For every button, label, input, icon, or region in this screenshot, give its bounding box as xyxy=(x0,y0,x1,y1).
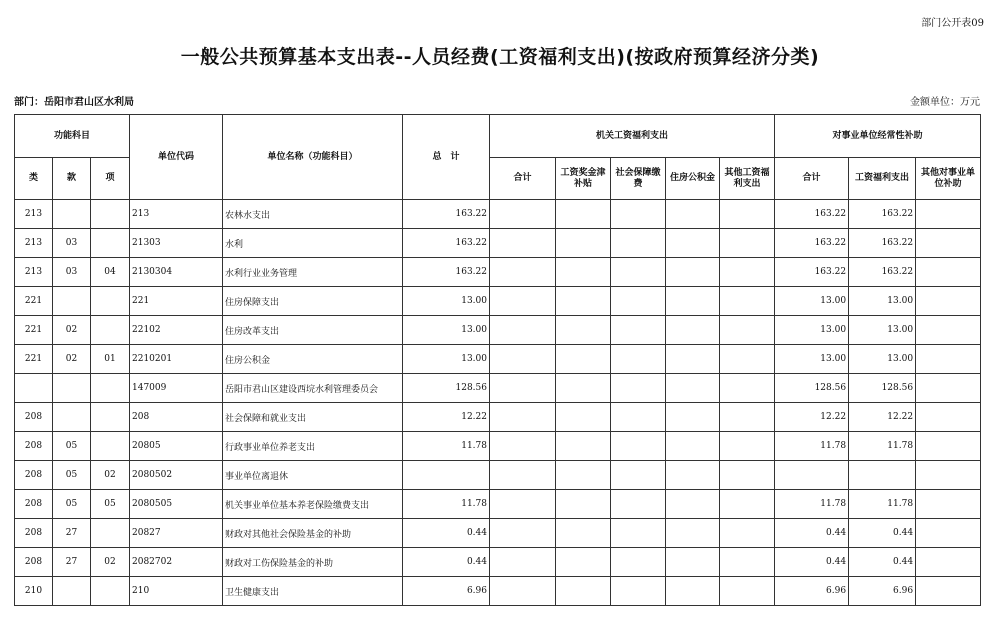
cell-org-subtotal xyxy=(490,432,556,461)
header-inst-group: 对事业单位经常性补助 xyxy=(775,115,981,158)
cell-inst-welfare: 6.96 xyxy=(849,577,916,606)
cell-unit-name: 住房保障支出 xyxy=(223,287,403,316)
table-row xyxy=(15,577,981,606)
budget-table xyxy=(14,114,981,606)
cell-inst-other xyxy=(916,200,981,229)
cell-xiang: 01 xyxy=(91,345,130,374)
cell-xiang xyxy=(91,229,130,258)
cell-org-other xyxy=(720,200,775,229)
cell-inst-other xyxy=(916,519,981,548)
cell-unit-name: 水利 xyxy=(223,229,403,258)
cell-unit-code: 22102 xyxy=(130,316,223,345)
form-number: 部门公开表09 xyxy=(921,18,984,29)
cell-total: 163.22 xyxy=(403,229,490,258)
cell-org-other xyxy=(720,374,775,403)
cell-unit-code: 2080502 xyxy=(130,461,223,490)
cell-inst-subtotal: 11.78 xyxy=(775,432,849,461)
cell-org-social xyxy=(611,200,666,229)
cell-lei: 208 xyxy=(15,548,53,577)
cell-unit-name: 事业单位离退休 xyxy=(223,461,403,490)
cell-inst-other xyxy=(916,548,981,577)
cell-org-bonus xyxy=(556,200,611,229)
cell-xiang xyxy=(91,432,130,461)
cell-org-housing xyxy=(666,374,720,403)
cell-inst-welfare: 0.44 xyxy=(849,519,916,548)
cell-unit-code: 221 xyxy=(130,287,223,316)
cell-inst-other xyxy=(916,374,981,403)
cell-unit-name: 岳阳市君山区建设西垸水利管理委员会 xyxy=(223,374,403,403)
cell-unit-name: 卫生健康支出 xyxy=(223,577,403,606)
cell-org-housing xyxy=(666,258,720,287)
cell-kuan xyxy=(53,374,91,403)
header-inst-subtotal: 合计 xyxy=(775,158,849,200)
cell-unit-code: 2080505 xyxy=(130,490,223,519)
table-body xyxy=(15,200,981,606)
cell-org-bonus xyxy=(556,432,611,461)
cell-kuan: 27 xyxy=(53,548,91,577)
cell-inst-other xyxy=(916,461,981,490)
table-row xyxy=(15,548,981,577)
cell-inst-other xyxy=(916,345,981,374)
cell-inst-other xyxy=(916,229,981,258)
cell-org-social xyxy=(611,461,666,490)
header-org-group: 机关工资福利支出 xyxy=(490,115,775,158)
cell-inst-welfare: 163.22 xyxy=(849,229,916,258)
cell-inst-subtotal: 12.22 xyxy=(775,403,849,432)
cell-org-social xyxy=(611,258,666,287)
cell-unit-name: 水利行业业务管理 xyxy=(223,258,403,287)
cell-org-social xyxy=(611,287,666,316)
cell-org-bonus xyxy=(556,316,611,345)
cell-org-other xyxy=(720,577,775,606)
header-unit-code: 单位代码 xyxy=(130,115,223,200)
cell-org-housing xyxy=(666,316,720,345)
cell-xiang xyxy=(91,577,130,606)
cell-unit-name: 机关事业单位基本养老保险缴费支出 xyxy=(223,490,403,519)
cell-inst-welfare: 128.56 xyxy=(849,374,916,403)
cell-org-housing xyxy=(666,287,720,316)
cell-org-social xyxy=(611,316,666,345)
cell-inst-welfare: 0.44 xyxy=(849,548,916,577)
cell-unit-code: 2082702 xyxy=(130,548,223,577)
cell-total: 163.22 xyxy=(403,258,490,287)
cell-inst-welfare: 11.78 xyxy=(849,432,916,461)
cell-inst-subtotal: 11.78 xyxy=(775,490,849,519)
cell-inst-welfare: 163.22 xyxy=(849,200,916,229)
cell-org-bonus xyxy=(556,548,611,577)
amount-unit-label: 金额单位：万元 xyxy=(910,97,980,108)
cell-org-subtotal xyxy=(490,548,556,577)
cell-org-bonus xyxy=(556,287,611,316)
cell-org-other xyxy=(720,461,775,490)
cell-total: 0.44 xyxy=(403,548,490,577)
cell-inst-subtotal: 6.96 xyxy=(775,577,849,606)
cell-org-subtotal xyxy=(490,345,556,374)
cell-inst-other xyxy=(916,432,981,461)
cell-org-housing xyxy=(666,490,720,519)
cell-org-social xyxy=(611,229,666,258)
table-row xyxy=(15,432,981,461)
cell-unit-code: 20805 xyxy=(130,432,223,461)
cell-kuan: 03 xyxy=(53,258,91,287)
cell-kuan: 02 xyxy=(53,345,91,374)
cell-org-subtotal xyxy=(490,316,556,345)
cell-kuan: 05 xyxy=(53,432,91,461)
cell-org-social xyxy=(611,519,666,548)
cell-kuan: 05 xyxy=(53,490,91,519)
cell-inst-welfare: 163.22 xyxy=(849,258,916,287)
header-unit-name: 单位名称（功能科目） xyxy=(223,115,403,200)
table-row xyxy=(15,461,981,490)
cell-inst-subtotal: 13.00 xyxy=(775,287,849,316)
cell-lei: 213 xyxy=(15,258,53,287)
cell-inst-welfare: 12.22 xyxy=(849,403,916,432)
cell-inst-subtotal: 163.22 xyxy=(775,229,849,258)
cell-unit-name: 财政对工伤保险基金的补助 xyxy=(223,548,403,577)
cell-lei: 208 xyxy=(15,519,53,548)
cell-kuan xyxy=(53,403,91,432)
cell-xiang: 02 xyxy=(91,461,130,490)
cell-org-subtotal xyxy=(490,374,556,403)
cell-org-other xyxy=(720,258,775,287)
page-title: 一般公共预算基本支出表--人员经费(工资福利支出)(按政府预算经济分类) xyxy=(180,46,820,68)
cell-xiang xyxy=(91,287,130,316)
department-label: 部门：岳阳市君山区水利局 xyxy=(14,97,134,108)
table-row xyxy=(15,345,981,374)
cell-org-other xyxy=(720,490,775,519)
cell-org-other xyxy=(720,345,775,374)
cell-org-housing xyxy=(666,229,720,258)
header-total: 总 计 xyxy=(403,115,490,200)
cell-inst-other xyxy=(916,287,981,316)
cell-org-other xyxy=(720,432,775,461)
cell-unit-code: 210 xyxy=(130,577,223,606)
cell-org-subtotal xyxy=(490,461,556,490)
cell-total: 128.56 xyxy=(403,374,490,403)
cell-inst-welfare: 11.78 xyxy=(849,490,916,519)
cell-lei: 208 xyxy=(15,403,53,432)
cell-unit-name: 财政对其他社会保险基金的补助 xyxy=(223,519,403,548)
cell-org-subtotal xyxy=(490,258,556,287)
table-row xyxy=(15,287,981,316)
cell-org-social xyxy=(611,374,666,403)
cell-lei: 208 xyxy=(15,490,53,519)
cell-inst-welfare: 13.00 xyxy=(849,287,916,316)
cell-lei xyxy=(15,374,53,403)
cell-xiang xyxy=(91,374,130,403)
cell-total: 11.78 xyxy=(403,432,490,461)
table-row xyxy=(15,490,981,519)
cell-inst-other xyxy=(916,258,981,287)
table-row xyxy=(15,229,981,258)
cell-org-housing xyxy=(666,345,720,374)
cell-unit-code: 147009 xyxy=(130,374,223,403)
cell-kuan: 02 xyxy=(53,316,91,345)
cell-org-bonus xyxy=(556,345,611,374)
header-org-subtotal: 合计 xyxy=(490,158,556,200)
cell-unit-code: 208 xyxy=(130,403,223,432)
cell-total: 13.00 xyxy=(403,316,490,345)
cell-unit-code: 21303 xyxy=(130,229,223,258)
cell-org-subtotal xyxy=(490,490,556,519)
cell-inst-subtotal xyxy=(775,461,849,490)
cell-org-subtotal xyxy=(490,403,556,432)
header-func-subject: 功能科目 xyxy=(15,115,130,158)
cell-org-social xyxy=(611,432,666,461)
cell-lei: 210 xyxy=(15,577,53,606)
cell-xiang xyxy=(91,316,130,345)
cell-xiang xyxy=(91,519,130,548)
header-org-bonus: 工资奖金津补贴 xyxy=(556,158,611,200)
cell-inst-subtotal: 13.00 xyxy=(775,345,849,374)
cell-org-other xyxy=(720,519,775,548)
cell-unit-name: 农林水支出 xyxy=(223,200,403,229)
cell-unit-code: 20827 xyxy=(130,519,223,548)
cell-inst-welfare: 13.00 xyxy=(849,316,916,345)
cell-lei: 221 xyxy=(15,345,53,374)
cell-org-social xyxy=(611,577,666,606)
cell-lei: 213 xyxy=(15,200,53,229)
cell-kuan: 05 xyxy=(53,461,91,490)
cell-unit-name: 住房改革支出 xyxy=(223,316,403,345)
cell-org-other xyxy=(720,229,775,258)
cell-total: 13.00 xyxy=(403,287,490,316)
header-inst-other: 其他对事业单位补助 xyxy=(916,158,981,200)
cell-xiang: 04 xyxy=(91,258,130,287)
header-org-other: 其他工资福利支出 xyxy=(720,158,775,200)
cell-lei: 221 xyxy=(15,316,53,345)
cell-total: 0.44 xyxy=(403,519,490,548)
cell-org-housing xyxy=(666,577,720,606)
cell-inst-welfare xyxy=(849,461,916,490)
cell-kuan: 27 xyxy=(53,519,91,548)
header-lei: 类 xyxy=(15,158,53,200)
cell-unit-name: 住房公积金 xyxy=(223,345,403,374)
table-row xyxy=(15,258,981,287)
cell-xiang xyxy=(91,403,130,432)
cell-org-subtotal xyxy=(490,229,556,258)
cell-inst-subtotal: 128.56 xyxy=(775,374,849,403)
cell-total: 13.00 xyxy=(403,345,490,374)
cell-xiang: 05 xyxy=(91,490,130,519)
cell-inst-subtotal: 163.22 xyxy=(775,200,849,229)
cell-org-other xyxy=(720,316,775,345)
cell-inst-welfare: 13.00 xyxy=(849,345,916,374)
cell-org-housing xyxy=(666,519,720,548)
cell-lei: 213 xyxy=(15,229,53,258)
cell-org-social xyxy=(611,403,666,432)
header-kuan: 款 xyxy=(53,158,91,200)
cell-unit-name: 社会保障和就业支出 xyxy=(223,403,403,432)
table-row xyxy=(15,316,981,345)
cell-org-social xyxy=(611,548,666,577)
cell-unit-code: 2210201 xyxy=(130,345,223,374)
cell-org-housing xyxy=(666,403,720,432)
cell-kuan xyxy=(53,200,91,229)
cell-inst-other xyxy=(916,403,981,432)
table-row xyxy=(15,200,981,229)
cell-org-subtotal xyxy=(490,287,556,316)
cell-org-bonus xyxy=(556,519,611,548)
cell-org-bonus xyxy=(556,490,611,519)
cell-total: 12.22 xyxy=(403,403,490,432)
cell-inst-subtotal: 0.44 xyxy=(775,548,849,577)
cell-unit-code: 2130304 xyxy=(130,258,223,287)
cell-unit-name: 行政事业单位养老支出 xyxy=(223,432,403,461)
cell-inst-subtotal: 13.00 xyxy=(775,316,849,345)
cell-total: 163.22 xyxy=(403,200,490,229)
cell-org-other xyxy=(720,403,775,432)
cell-org-other xyxy=(720,287,775,316)
cell-kuan xyxy=(53,577,91,606)
header-xiang: 项 xyxy=(91,158,130,200)
cell-org-bonus xyxy=(556,403,611,432)
cell-inst-subtotal: 163.22 xyxy=(775,258,849,287)
cell-inst-subtotal: 0.44 xyxy=(775,519,849,548)
table-row xyxy=(15,519,981,548)
cell-org-social xyxy=(611,345,666,374)
table-row xyxy=(15,403,981,432)
cell-lei: 221 xyxy=(15,287,53,316)
cell-xiang xyxy=(91,200,130,229)
cell-total: 6.96 xyxy=(403,577,490,606)
cell-org-subtotal xyxy=(490,200,556,229)
cell-org-housing xyxy=(666,432,720,461)
cell-org-other xyxy=(720,548,775,577)
cell-org-housing xyxy=(666,548,720,577)
cell-xiang: 02 xyxy=(91,548,130,577)
cell-org-bonus xyxy=(556,229,611,258)
cell-kuan: 03 xyxy=(53,229,91,258)
cell-total xyxy=(403,461,490,490)
cell-org-subtotal xyxy=(490,577,556,606)
cell-lei: 208 xyxy=(15,432,53,461)
table-row xyxy=(15,374,981,403)
cell-org-bonus xyxy=(556,461,611,490)
cell-total: 11.78 xyxy=(403,490,490,519)
cell-org-bonus xyxy=(556,374,611,403)
cell-kuan xyxy=(53,287,91,316)
cell-org-bonus xyxy=(556,258,611,287)
cell-unit-code: 213 xyxy=(130,200,223,229)
cell-inst-other xyxy=(916,490,981,519)
header-org-housing: 住房公积金 xyxy=(666,158,720,200)
cell-inst-other xyxy=(916,577,981,606)
header-inst-welfare: 工资福利支出 xyxy=(849,158,916,200)
cell-org-social xyxy=(611,490,666,519)
cell-lei: 208 xyxy=(15,461,53,490)
header-org-social: 社会保障缴费 xyxy=(611,158,666,200)
cell-org-housing xyxy=(666,200,720,229)
cell-org-bonus xyxy=(556,577,611,606)
cell-org-subtotal xyxy=(490,519,556,548)
cell-org-housing xyxy=(666,461,720,490)
cell-inst-other xyxy=(916,316,981,345)
